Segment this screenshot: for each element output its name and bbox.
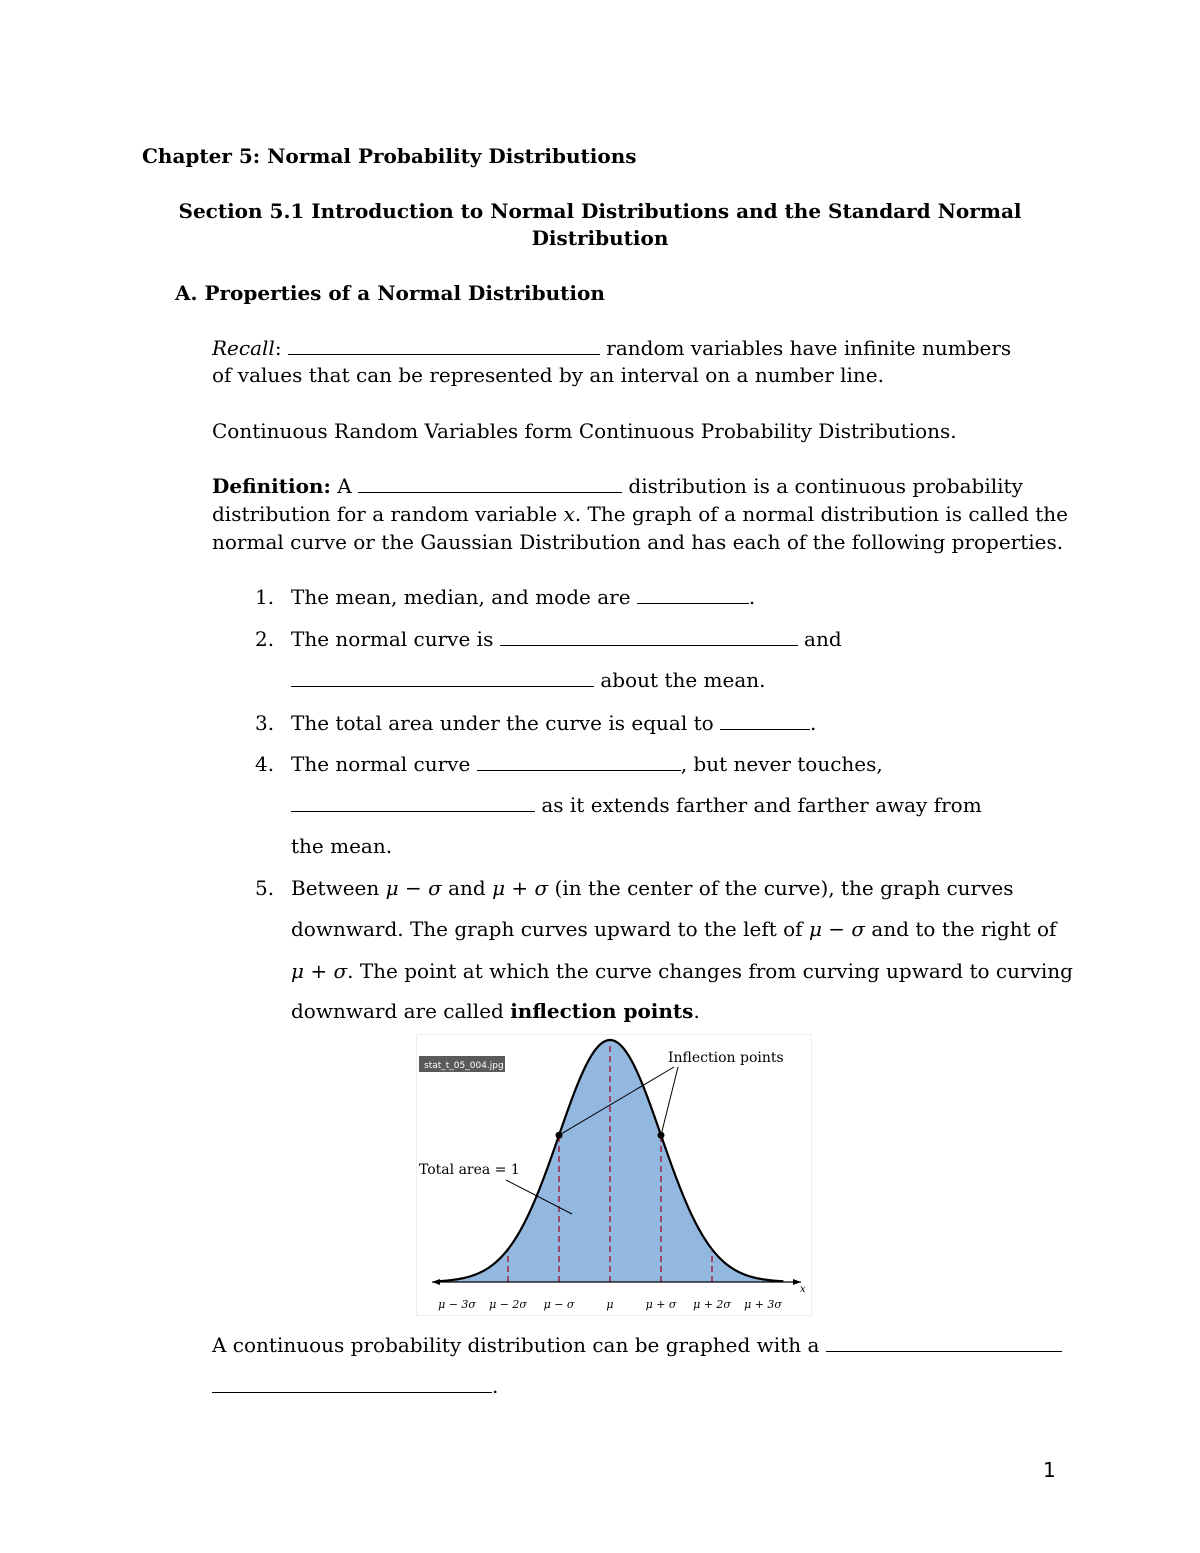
item-5-l3-a: . The point at which the curve changes from curving upward to curving <box>347 959 1073 983</box>
item-5-l1-a: Between <box>291 876 386 900</box>
item-5-l4-c: . <box>693 999 700 1023</box>
tick-label-plus-1: μ + σ <box>645 1298 677 1311</box>
definition-label: Definition: <box>212 474 331 498</box>
recall-after-blank: random variables have infinite numbers <box>599 336 1012 360</box>
tick-label-minus-3: μ − 3σ <box>438 1298 476 1311</box>
item-5-l4-a: downward are called <box>291 999 511 1023</box>
item-4-end: as it extends farther and farther away from <box>535 793 982 817</box>
item-2-end: about the mean. <box>594 668 766 692</box>
item-5-l4-bold: inflection points <box>510 999 694 1023</box>
x-axis-label: x <box>800 1284 806 1295</box>
closing-blank-2 <box>212 1374 492 1393</box>
heading-properties: A. Properties of a Normal Distribution <box>175 281 605 305</box>
item-3-end: . <box>810 711 817 735</box>
item-number-3: 3. <box>255 711 275 735</box>
tick-label-minus-2: μ − 2σ <box>489 1298 527 1311</box>
tick-labels <box>438 1298 782 1311</box>
recall-colon: : <box>274 336 288 360</box>
closing-text: A continuous probability distribution can be graphed with a <box>212 1333 826 1357</box>
total-area-label: Total area = 1 <box>419 1162 520 1178</box>
closing-line1 <box>212 1332 1062 1358</box>
item-5-l3-m: μ + σ <box>291 959 348 983</box>
inflection-point-right <box>658 1132 665 1139</box>
item-5-line4 <box>291 998 700 1024</box>
item-4-line1 <box>291 751 883 777</box>
recall-label: Recall <box>212 336 275 360</box>
file-label: stat_t_05_004.jpg <box>424 1061 504 1071</box>
item-2-blank-2 <box>291 668 594 687</box>
definition-line2-a: distribution for a random variable <box>212 502 564 526</box>
item-2-blank-1 <box>500 627 798 646</box>
tick-label-plus-3: μ + 3σ <box>744 1298 782 1311</box>
section-title-line1: Section 5.1 Introduction to Normal Distributions and the Standard Normal <box>178 199 1022 223</box>
definition-before-blank: A <box>330 474 359 498</box>
item-5-line1 <box>291 875 1014 901</box>
item-1-end: . <box>748 585 756 609</box>
item-5-line3 <box>291 958 1073 984</box>
normal-curve-figure <box>416 1034 812 1316</box>
item-3-text: The total area under the curve is equal to <box>291 711 721 735</box>
recall-line2: of values that can be represented by an interval on a number line. <box>212 363 884 387</box>
item-4-text: The normal curve <box>291 752 477 776</box>
chapter-title: Chapter 5: Normal Probability Distributions <box>142 144 637 168</box>
tick-label-minus-1: μ − σ <box>543 1298 575 1311</box>
item-1-text: The mean, median, and mode are <box>291 585 637 609</box>
item-5-line2 <box>291 916 1056 942</box>
item-number-1: 1. <box>255 585 275 609</box>
closing-blank-1 <box>826 1333 1062 1352</box>
normal-curve-svg <box>416 1034 812 1316</box>
item-4-line2 <box>291 792 982 818</box>
inflection-points-label: Inflection points <box>668 1050 784 1066</box>
definition-after-blank: distribution is a continuous probability <box>622 474 1023 498</box>
item-2-line2 <box>291 667 765 693</box>
recall-line1 <box>212 335 1011 361</box>
definition-line2-b: . The graph of a normal distribution is called the <box>574 502 1069 526</box>
closing-line2 <box>212 1373 498 1399</box>
item-5-l2-b: and to the right of <box>865 917 1057 941</box>
item-3-blank <box>720 711 810 730</box>
definition-line1 <box>212 473 1023 499</box>
closing-end: . <box>492 1374 499 1398</box>
item-4-blank-1 <box>477 752 681 771</box>
page-number: 1 <box>1043 1458 1056 1482</box>
item-5-l1-m1: μ − σ <box>385 876 442 900</box>
item-3 <box>291 710 816 736</box>
item-1 <box>291 584 755 610</box>
item-5-l1-m2: μ + σ <box>492 876 549 900</box>
item-4-blank-2 <box>291 793 535 812</box>
definition-blank <box>358 474 622 493</box>
item-1-blank <box>637 585 749 604</box>
recall-blank <box>288 336 600 355</box>
definition-line3: normal curve or the Gaussian Distribution and has each of the following properties. <box>212 530 1064 554</box>
item-5-l1-c: (in the center of the curve), the graph curves <box>548 876 1014 900</box>
section-title-line2: Distribution <box>531 226 669 250</box>
item-2-text: The normal curve is <box>291 627 500 651</box>
item-4-mid: , but never touches, <box>680 752 883 776</box>
tick-label-plus-2: μ + 2σ <box>693 1298 731 1311</box>
definition-line2 <box>212 501 1068 527</box>
item-5-l2-m: μ − σ <box>808 917 866 941</box>
item-number-5: 5. <box>255 876 275 900</box>
continuous-sentence: Continuous Random Variables form Continuous Probability Distributions. <box>212 419 957 443</box>
item-2-line1 <box>291 626 842 652</box>
item-number-4: 4. <box>255 752 275 776</box>
item-2-and: and <box>797 627 842 651</box>
definition-var: x <box>563 502 575 526</box>
item-4-line3: the mean. <box>291 834 393 858</box>
item-number-2: 2. <box>255 627 275 651</box>
item-5-l1-b: and <box>441 876 493 900</box>
item-5-l2-a: downward. The graph curves upward to the left of <box>291 917 809 941</box>
inflection-point-left <box>556 1132 563 1139</box>
tick-label-zero: μ <box>606 1298 614 1311</box>
